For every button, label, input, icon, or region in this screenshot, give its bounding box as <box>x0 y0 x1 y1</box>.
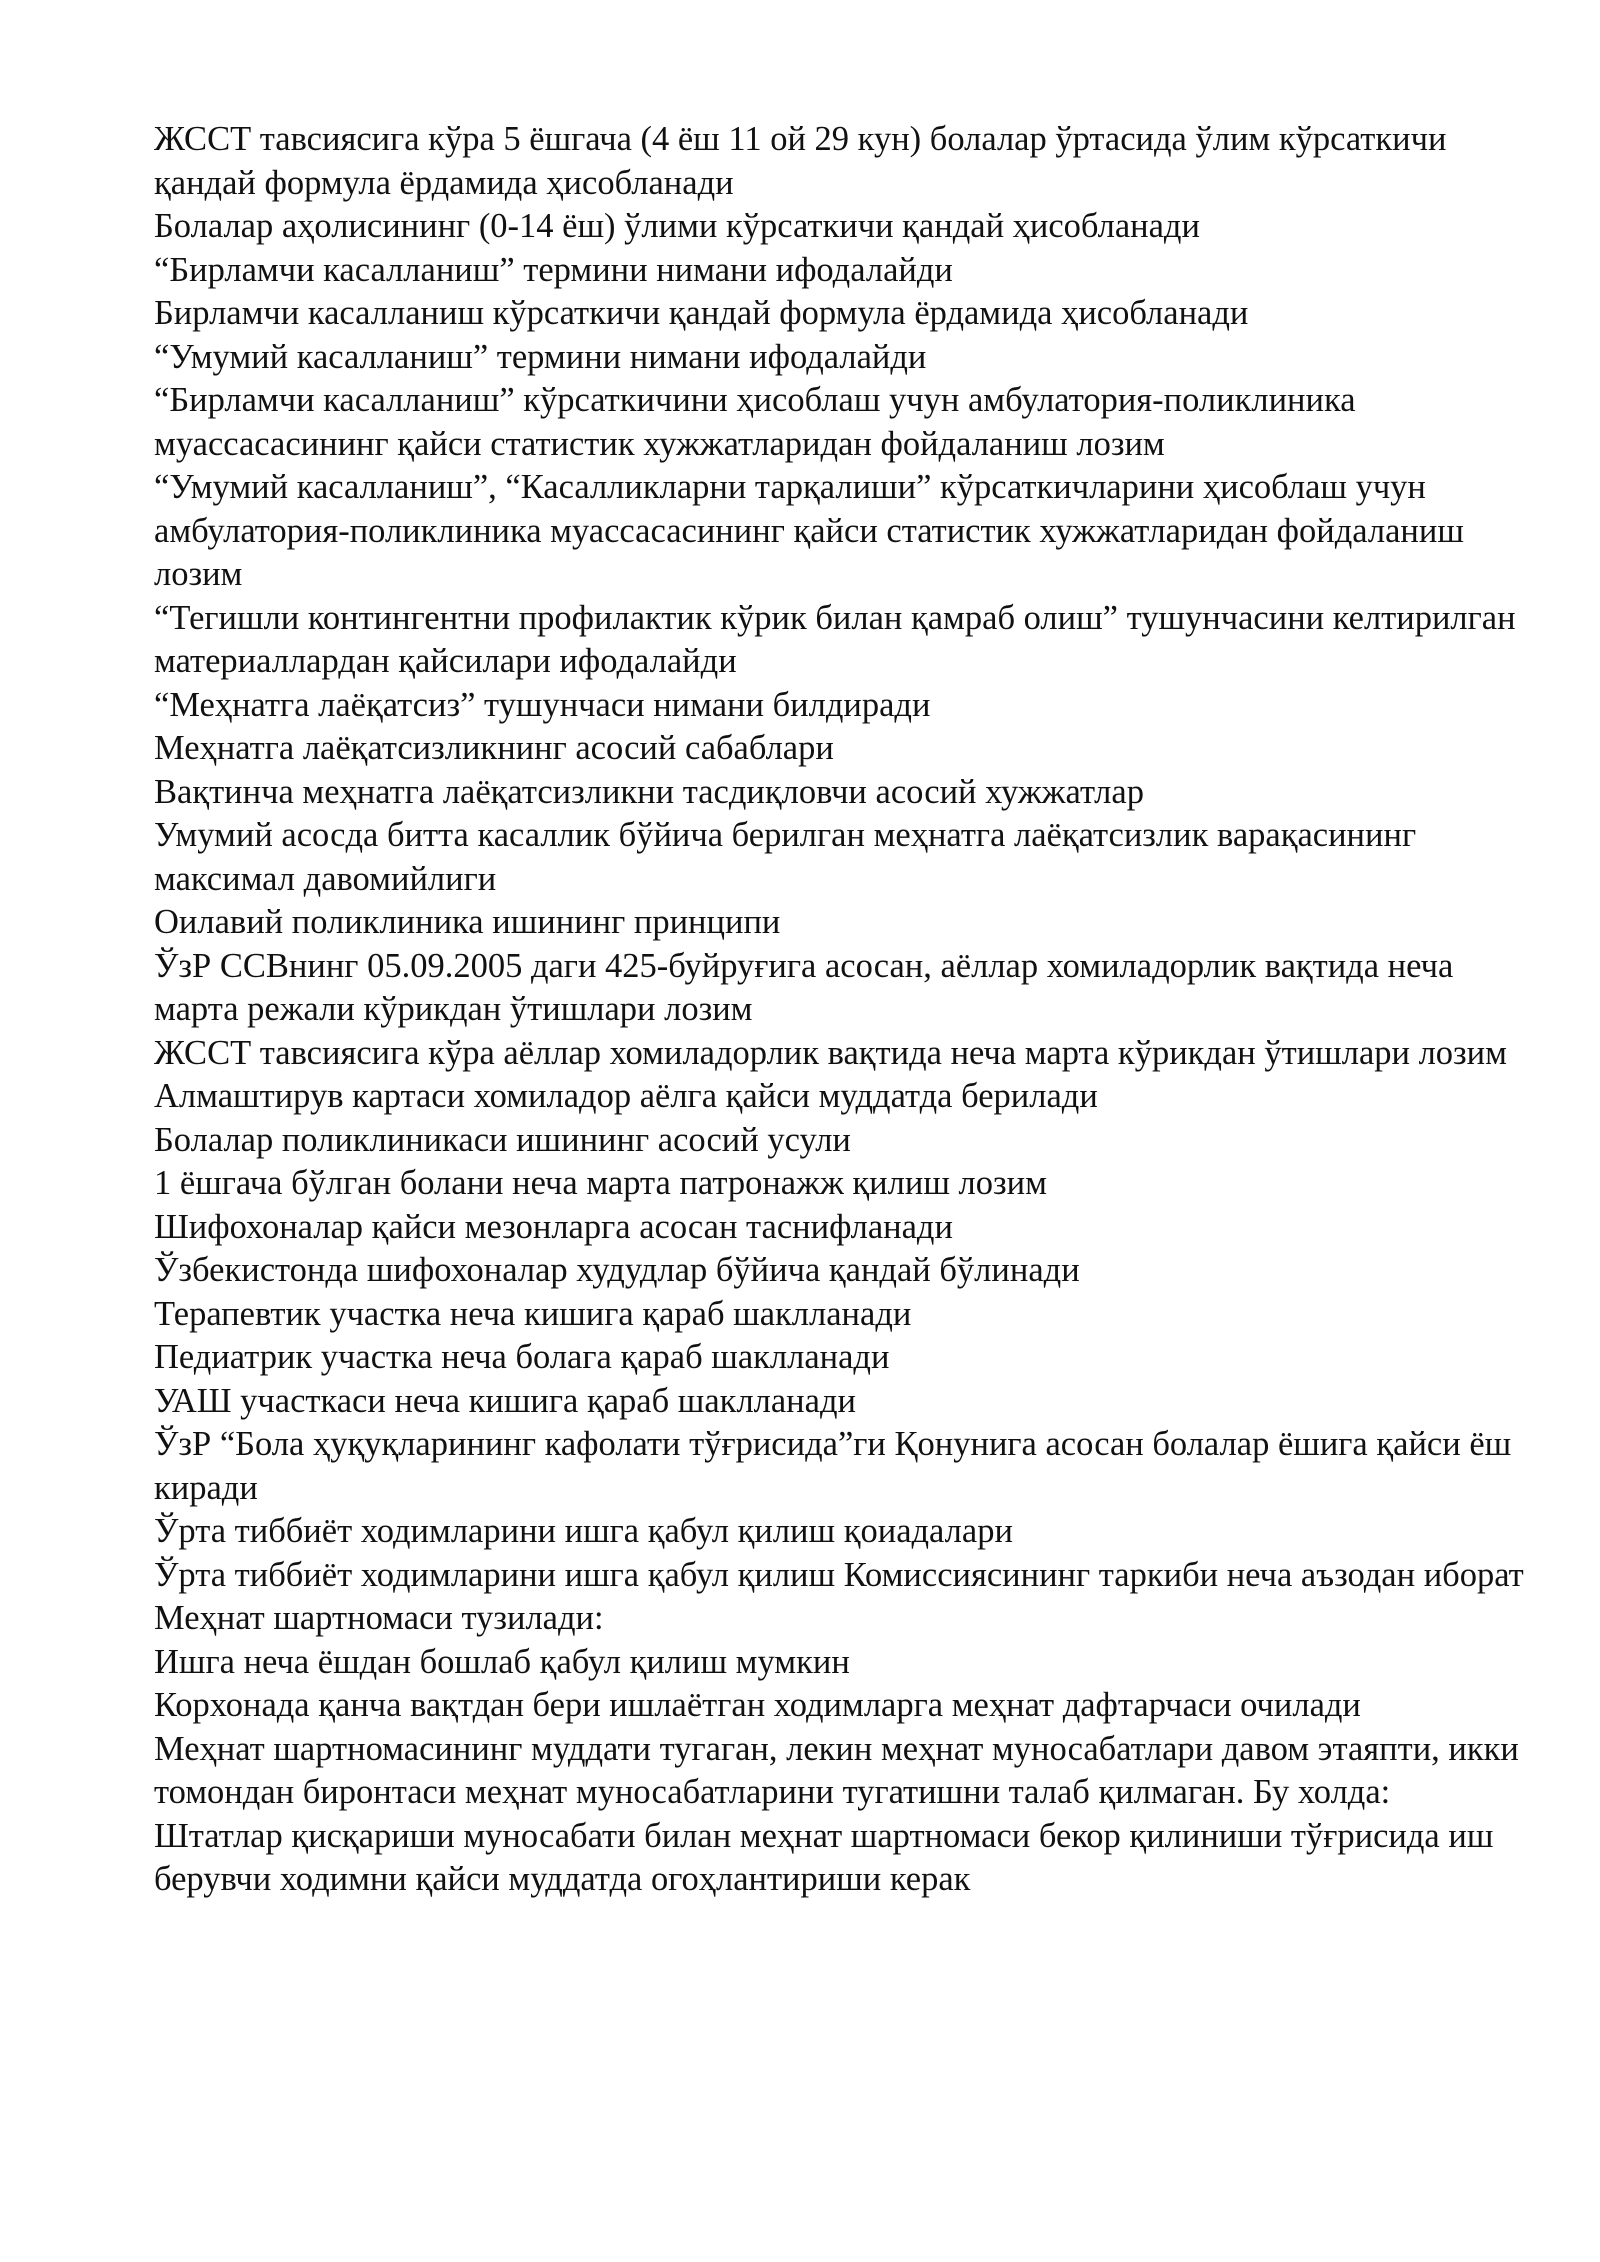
question-item: Корхонада қанча вақтдан бери ишлаётган ходимларга меҳнат дафтарчаси очилади <box>154 1686 1361 1724</box>
question-item: Штатлар қисқариши муносабати билан меҳнат шартномаси бекор қилиниши тўғрисида иш берувчи ходимни қайси муддатда огоҳлантириши керак <box>154 1816 1494 1898</box>
question-item: Болалар поликлиникаси ишининг асосий усули <box>154 1120 851 1159</box>
question-item: Алмаштирув картаси хомиладор аёлга қайси муддатда берилади <box>154 1077 1098 1115</box>
question-item: Болалар аҳолисининг (0-14 ёш) ўлими кўрсаткичи қандай ҳисобланади <box>154 207 1200 245</box>
question-item: Меҳнат шартномасининг муддати тугаган, лекин меҳнат муносабатлари давом этаяпти, икки томондан биронтаси меҳнат муносабатларини тугатишни талаб қилмаган. Бу холда: <box>154 1729 1519 1811</box>
question-item: ЖССТ тавсиясига кўра 5 ёшгача (4 ёш 11 ой 29 кун) болалар ўртасида ўлим кўрсаткичи қандай формула ёрдамида ҳисобланади <box>154 120 1447 202</box>
question-item: Бирламчи касалланиш кўрсаткичи қандай формула ёрдамида ҳисобланади <box>154 294 1249 332</box>
question-item: Умумий асосда битта касаллик бўйича берилган меҳнатга лаёқатсизлик варақасининг максимал давомийлиги <box>154 816 1417 898</box>
question-item: 1 ёшгача бўлган болани неча марта патронажж қилиш лозим <box>154 1164 1047 1202</box>
question-item: Меҳнат шартномаси тузилади: <box>154 1599 604 1637</box>
question-list <box>154 118 1524 1902</box>
question-item: “Бирламчи касалланиш” кўрсаткичини ҳисоблаш учун амбулатория-поликлиника муассасасининг қайси статистик хужжатларидан фойдаланиш лозим <box>154 381 1356 463</box>
question-item: ЎзР “Бола ҳуқуқларининг кафолати тўғрисида”ги Қонунига асосан болалар ёшига қайси ёш киради <box>154 1425 1512 1507</box>
question-item: Вақтинча меҳнатга лаёқатсизликни тасдиқловчи асосий хужжатлар <box>154 772 1144 811</box>
question-item: Ўзбекистонда шифохоналар худудлар бўйича қандай бўлинади <box>154 1251 1080 1289</box>
question-item: Терапевтик участка неча кишига қараб шаклланади <box>154 1294 912 1333</box>
question-item: Шифохоналар қайси мезонларга асосан таснифланади <box>154 1207 953 1246</box>
question-item: “Умумий касалланиш” термини нимани ифодалайди <box>154 337 927 376</box>
question-item: “Умумий касалланиш”, “Касалликларни тарқалиши” кўрсаткичларини ҳисоблаш учун амбулатория-поликлиника муассасасининг қайси статистик хужжатларидан фойдаланиш лозим <box>154 468 1464 593</box>
question-item: ЖССТ тавсиясига кўра аёллар хомиладорлик вақтида неча марта кўрикдан ўтишлари лозим <box>154 1033 1507 1072</box>
question-item: Ўрта тиббиёт ходимларини ишга қабул қилиш Комиссиясининг таркиби неча аъзодан иборат <box>154 1555 1524 1594</box>
question-item: Ишга неча ёшдан бошлаб қабул қилиш мумкин <box>154 1642 850 1681</box>
question-item: “Тегишли контингентни профилактик кўрик билан қамраб олиш” тушунчасини келтирилган материаллардан қайсилари ифодалайди <box>154 598 1516 680</box>
question-item: ЎзР ССВнинг 05.09.2005 даги 425-буйруғига асосан, аёллар хомиладорлик вақтида неча марта режали кўрикдан ўтишлари лозим <box>154 946 1454 1028</box>
question-item: “Меҳнатга лаёқатсиз” тушунчаси нимани билдиради <box>154 685 931 724</box>
question-item: УАШ участкаси неча кишига қараб шаклланади <box>154 1381 856 1420</box>
question-item: “Бирламчи касалланиш” термини нимани ифодалайди <box>154 250 953 289</box>
question-item: Оилавий поликлиника ишининг принципи <box>154 903 781 941</box>
question-item: Педиатрик участка неча болага қараб шаклланади <box>154 1338 890 1376</box>
question-item: Меҳнатга лаёқатсизликнинг асосий сабаблари <box>154 729 834 767</box>
question-item: Ўрта тиббиёт ходимларини ишга қабул қилиш қоиадалари <box>154 1512 1013 1550</box>
